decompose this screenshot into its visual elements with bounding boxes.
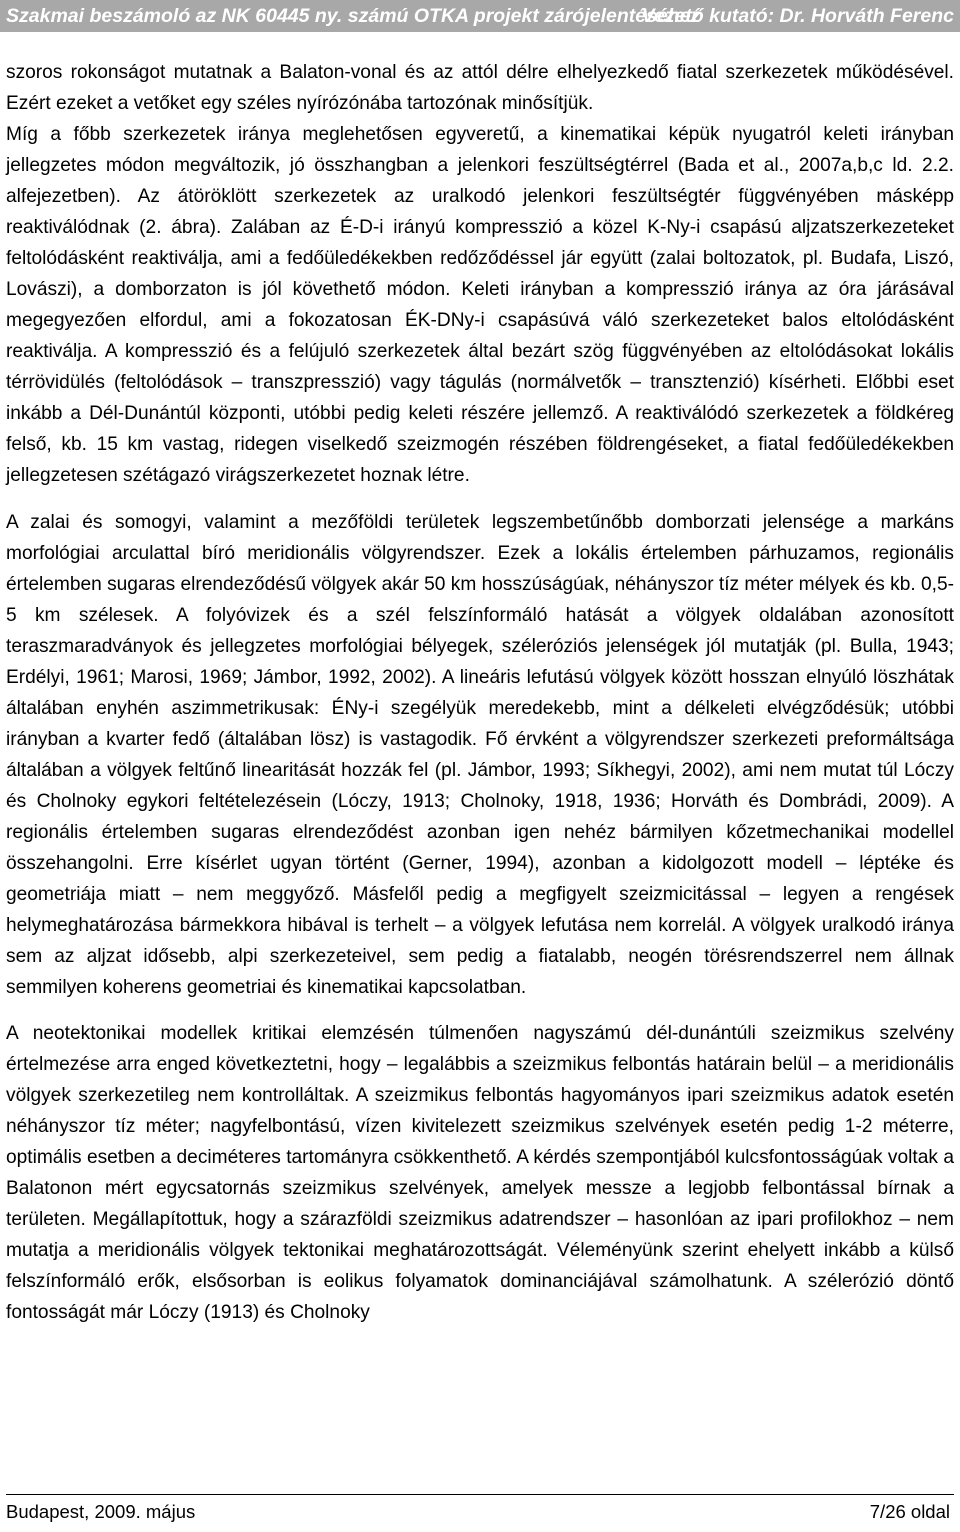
page-footer: [6, 1494, 954, 1532]
page-header: [0, 0, 960, 32]
footer-page-number: 7/26 oldal: [869, 1501, 950, 1522]
header-lead-researcher: Vezető kutató: Dr. Horváth Ferenc: [641, 5, 954, 27]
document-body: [6, 57, 954, 1328]
paragraph-3: A zalai és somogyi, valamint a mezőföldi területek legszembetűnőbb domborzati jelensége a markáns morfológiai arculattal bíró meridionális völgyrendszer. Ezek a lokális értelemben párhuzamos, regionális értelemben sugaras elrendeződésű völgyek akár 50 km hosszúságúak, néhányszor tíz méter mélyek és kb. 0,5-5 km szélesek. A folyóvizek és a szél felszínformáló hatását a völgyek oldalában azonosított teraszmaradványok és jellegzetes morfológiai bélyegek, széleróziós jelenségek jól mutatják (pl. Bulla, 1943; Erdélyi, 1961; Marosi, 1969; Jámbor, 1992, 2002). A lineáris lefutású völgyek között hosszan elnyúló löszhátak általában enyhén aszimmetrikusak: ÉNy-i szegélyük meredekebb, mint a délkeleti elvégződésük; utóbbi irányban a kvarter fedő (általában lösz) is vastagodik. Fő érvként a völgyrendszer szerkezeti preformáltsága általában a völgyek feltűnő linearitását hozzák fel (pl. Jámbor, 1993; Síkhegyi, 2002), ami nem mutat túl Lóczy és Cholnoky egykori feltételezésein (Lóczy, 1913; Cholnoky, 1918, 1936; Horváth és Dombrádi, 2009). A regionális értelemben sugaras elrendeződést azonban igen nehéz bármilyen kőzetmechanikai modellel összehangolni. Erre kísérlet ugyan történt (Gerner, 1994), azonban a kidolgozott modell – léptéke és geometriája miatt – nem meggyőző. Másfelől pedig a megfigyelt szeizmicitással – legyen a rengések helymeghatározása bármekkora hibával is terhelt – a völgyek lefutása nem korrelál. A völgyek uralkodó iránya sem az aljzat idősebb, alpi szerkezeteivel, sem pedig a fiatalabb, neogén törésrendszerrel nem állnak semmilyen koherens geometriai és kinematikai kapcsolatban.: [6, 511, 954, 998]
paragraph-4: A neotektonikai modellek kritikai elemzésén túlmenően nagyszámú dél-dunántúli szeizmikus szelvény értelmezése arra enged következtetni, hogy – legalábbis a szeizmikus felbontás határain belül – a meridionális völgyek szerkezetileg nem kontrolláltak. A szeizmikus felbontás hagyományos ipari szeizmikus adatok esetén néhányszor tíz méter; nagyfelbontású, vízen kivitelezett szeizmikus szelvények esetén pedig 1-2 méterre, optimális esetben a deciméteres tartományra csökkenthető. A kérdés szempontjából kulcsfontosságúak voltak a Balatonon mért egycsatornás szeizmikus szelvények, amelyek messze a legjobb felbontással bírnak a területen. Megállapítottuk, hogy a szárazföldi szeizmikus adatrendszer – hasonlóan az ipari profilokhoz – nem mutatja a meridionális völgyek tektonikai meghatározottságát. Véleményünk szerint ehelyett inkább a külső felszínformáló erők, elsősorban is eolikus folyamatok dominanciájával számolhatunk. A szélerózió döntő fontosságát már Lóczy (1913) és Cholnoky: [6, 1023, 954, 1323]
paragraph-1: szoros rokonságot mutatnak a Balaton-vonal és az attól délre elhelyezkedő fiatal szerkezetek működésével. Ezért ezeket a vetőket egy széles nyírózónába tartozónak minősítjük.: [6, 62, 954, 114]
paragraph-2: Míg a főbb szerkezetek iránya meglehetősen egyveretű, a kinematikai képük nyugatról keleti irányban jellegzetes módon megváltozik, jó összhangban a jelenkori feszültségtérrel (Bada et al., 2007a,b,c ld. 2.2. alfejezetben). Az átöröklött szerkezetek az uralkodó jelenkori feszültségtér függvényében másképp reaktiválódnak (2. ábra). Zalában az É-D-i irányú kompresszió a közel K-Ny-i csapású aljzatszerkezeteket feltolódásként reaktiválja, ami a fedőüledékekben redőződéssel jár együtt (zalai boltozatok, pl. Budafa, Liszó, Lovászi), a domborzaton is jól követhető módon. Keleti irányban a kompresszió iránya az óra járásával megegyezően elfordul, ami a fokozatosan ÉK-DNy-i csapásúvá váló szerkezeteket balos eltolódásként reaktiválja. A kompresszió és a felújuló szerkezetek által bezárt szög függvényében az eltolódásokat lokális térrövidülés (feltolódások – transzpresszió) vagy tágulás (normálvetők – transztenzió) kísérheti. Előbbi eset inkább a Dél-Dunántúl központi, utóbbi pedig keleti részére jellemző. A reaktiválódó szerkezetek a földkéreg felső, kb. 15 km vastag, ridegen viselkedő szeizmogén részében földrengéseket, a fiatal fedőüledékekben jellegzetesen szétágazó virágszerkezetet hoznak létre.: [6, 124, 954, 486]
footer-date: Budapest, 2009. május: [6, 1501, 196, 1522]
header-project-title: Szakmai beszámoló az NK 60445 ny. számú OTKA projekt zárójelentéséhez: [6, 5, 701, 27]
